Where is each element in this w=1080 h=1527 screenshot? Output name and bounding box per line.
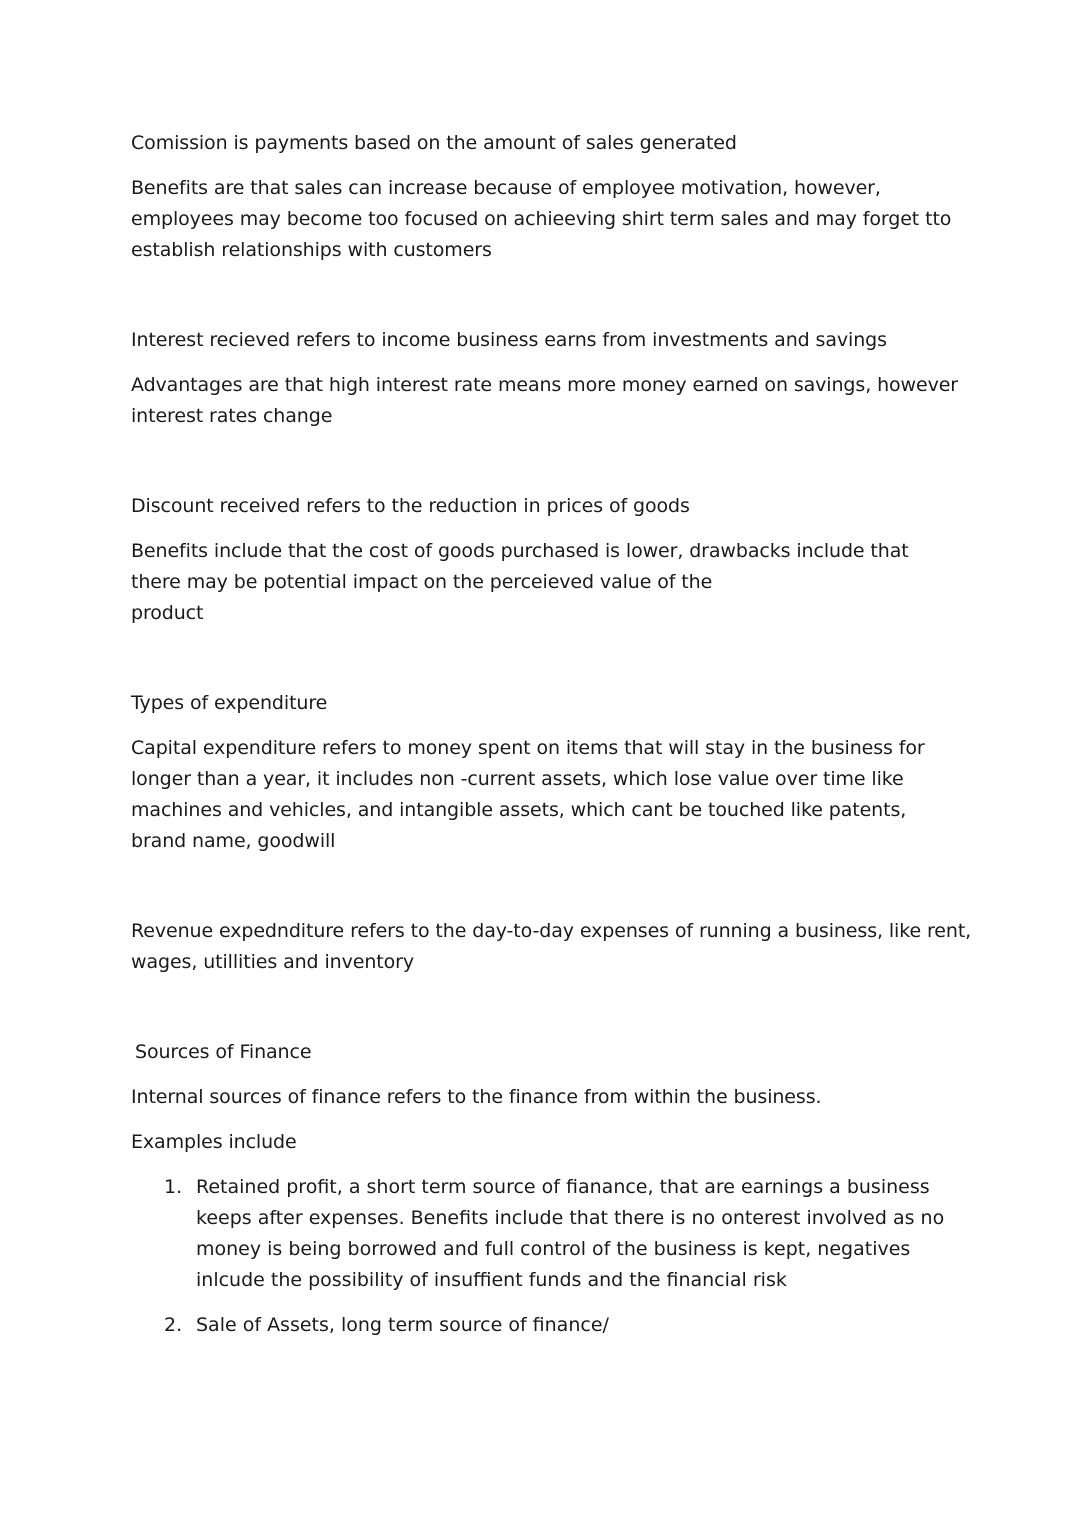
internal-finance-definition: Internal sources of finance refers to the finance from within the business.: [131, 1086, 822, 1108]
finance-heading: Sources of Finance: [135, 1041, 312, 1063]
expenditure-heading: Types of expenditure: [131, 692, 328, 714]
discount-definition: Discount received refers to the reduction in prices of goods: [131, 495, 690, 517]
list-number: 2.: [164, 1314, 183, 1336]
examples-list: [131, 1172, 951, 1341]
capital-expenditure: Capital expenditure refers to money spent on items that will stay in the business for longer than a year, it includes non -current assets, which lose value over time like machines and vehicles, and intangible assets, which cant be touched like patents, brand name, goodwill: [131, 737, 925, 852]
list-item: 1. Retained profit, a short term source of fianance, that are earnings a business keeps after expenses. Benefits include that there is no onterest involved as no money is being borrowed and full control of the business is kept, negatives inlcude the possibility of insuffient funds and the financial risk: [131, 1172, 951, 1296]
list-number: 1.: [164, 1176, 183, 1198]
document-page: [131, 128, 972, 1341]
commission-benefits: Benefits are that sales can increase because of employee motivation, however, employees may become too focused on achieeving shirt term sales and may forget tto establish relationships with customers: [131, 177, 952, 261]
revenue-expenditure: Revenue expednditure refers to the day-to-day expenses of running a business, like rent, wages, utillities and inventory: [131, 920, 972, 973]
list-item: 2. Sale of Assets, long term source of finance/: [131, 1310, 951, 1341]
discount-benefits: Benefits include that the cost of goods purchased is lower, drawbacks include that there may be potential impact on the perceieved value of the product: [131, 540, 909, 624]
interest-advantages: Advantages are that high interest rate means more money earned on savings, however interest rates change: [131, 374, 959, 427]
commission-definition: Comission is payments based on the amount of sales generated: [131, 132, 737, 154]
examples-intro: Examples include: [131, 1131, 297, 1153]
interest-definition: Interest recieved refers to income business earns from investments and savings: [131, 329, 887, 351]
